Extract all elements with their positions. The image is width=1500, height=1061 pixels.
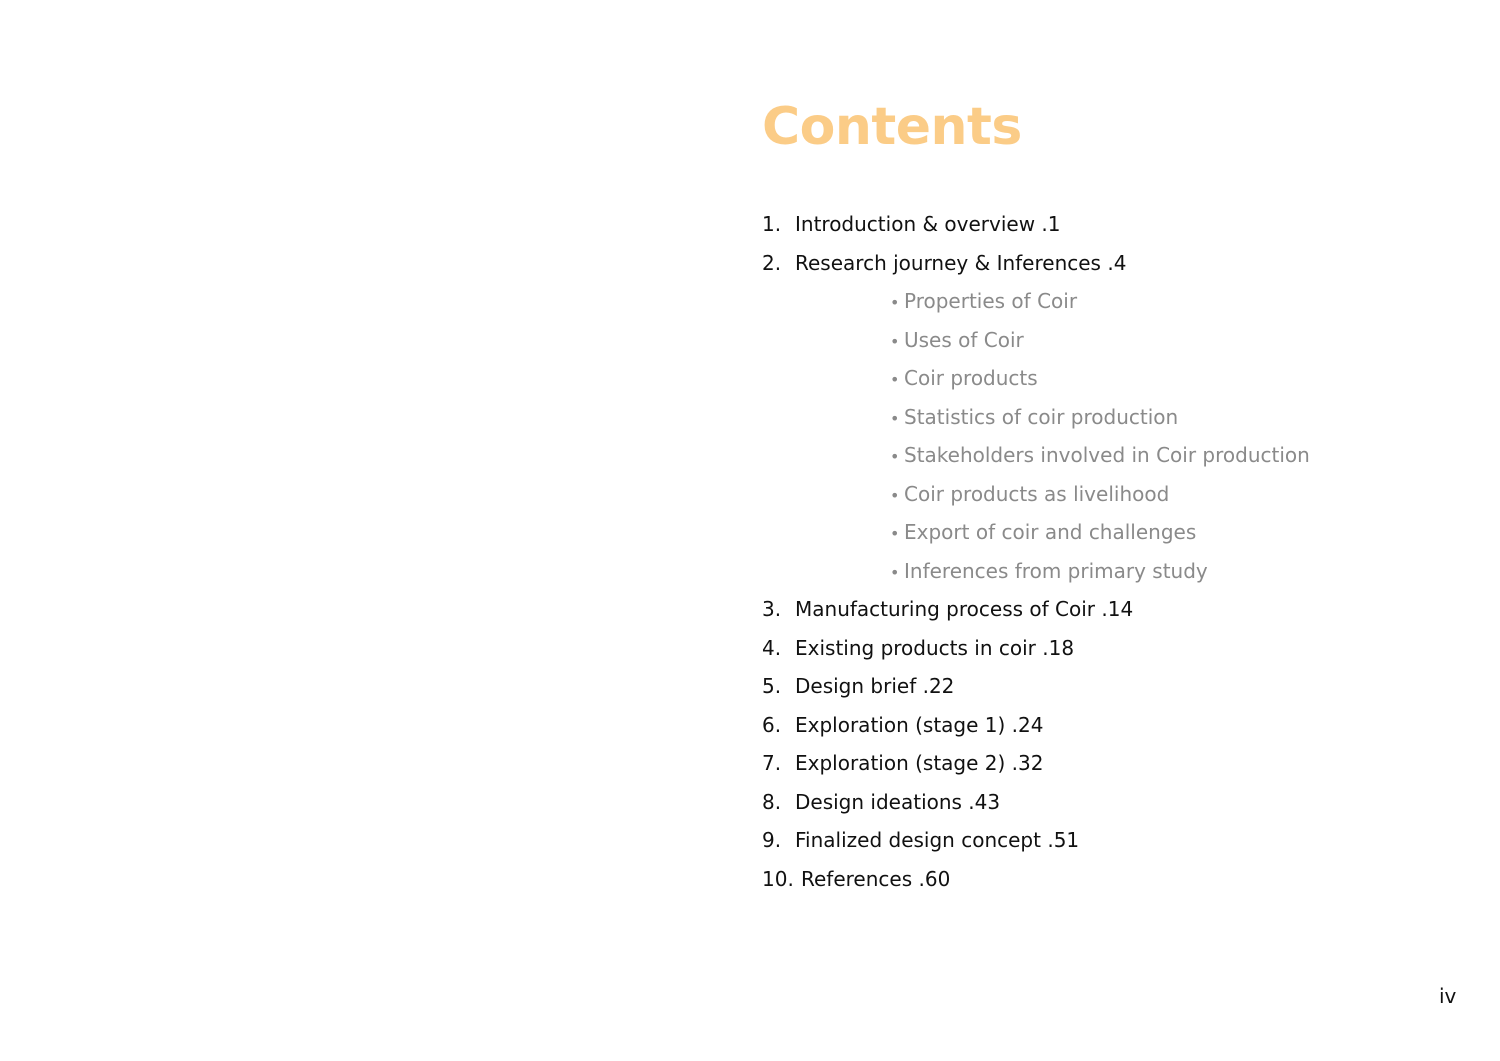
- toc-leader-dots: .: [1095, 597, 1108, 621]
- toc-entry-number: 6.: [762, 712, 782, 737]
- toc-subentry[interactable]: [762, 282, 1402, 321]
- toc-leader-dots: .: [961, 789, 975, 814]
- table-of-contents: [762, 205, 1402, 898]
- toc-subentry[interactable]: [762, 321, 1402, 360]
- toc-subentry-label: Export of coir and challenges: [904, 520, 1197, 544]
- toc-entry-page: 24: [1018, 712, 1044, 737]
- toc-entry-label: Exploration (stage 1): [795, 712, 1006, 737]
- toc-entry-page: 32: [1018, 751, 1044, 775]
- toc-subentry[interactable]: [762, 513, 1402, 552]
- bullet-icon: •: [890, 293, 900, 312]
- toc-leader-dots: .: [1035, 212, 1048, 236]
- toc-leader-dots: .: [1040, 828, 1054, 852]
- toc-entry-label: Design brief: [795, 674, 917, 698]
- toc-entry-exploration-stage-2[interactable]: [762, 744, 1402, 783]
- toc-leader-dots: .: [1100, 250, 1114, 275]
- toc-entry-page: 1: [1047, 212, 1061, 236]
- toc-subentry[interactable]: [762, 359, 1402, 398]
- toc-entry-number: 4.: [762, 635, 782, 660]
- toc-entry-page: 18: [1048, 635, 1075, 660]
- bullet-icon: •: [890, 562, 900, 582]
- toc-entry-page: 22: [928, 674, 955, 698]
- toc-entry-design-brief[interactable]: [762, 667, 1402, 706]
- toc-entry-label: Finalized design concept: [795, 828, 1041, 852]
- toc-subentry-label: Coir products as livelihood: [904, 481, 1170, 506]
- toc-entry-label: Research journey & Inferences: [795, 250, 1101, 275]
- bullet-icon: •: [890, 370, 900, 389]
- toc-subentry-label: Stakeholders involved in Coir production: [904, 443, 1310, 467]
- toc-entry-design-ideations[interactable]: [762, 783, 1402, 822]
- toc-entry-page: 14: [1107, 597, 1134, 621]
- toc-subentry[interactable]: [762, 475, 1402, 514]
- toc-entry-label: References: [801, 866, 913, 891]
- toc-subentry-label: Properties of Coir: [904, 289, 1078, 313]
- toc-entry-number: 7.: [762, 751, 782, 775]
- toc-leader-dots: .: [1005, 712, 1019, 737]
- toc-leader-dots: .: [916, 674, 929, 698]
- bullet-icon: •: [890, 447, 900, 466]
- toc-leader-dots: .: [1035, 635, 1049, 660]
- toc-subentry-label: Uses of Coir: [904, 327, 1024, 352]
- bullet-icon: •: [890, 331, 900, 351]
- toc-leader-dots: .: [912, 866, 925, 891]
- bullet-icon: •: [890, 485, 900, 505]
- toc-entry-page: 4: [1113, 250, 1127, 275]
- toc-entry-number: 2.: [762, 250, 782, 275]
- toc-subentry[interactable]: [762, 436, 1402, 475]
- toc-entry-label: Manufacturing process of Coir: [795, 597, 1096, 621]
- bullet-icon: •: [890, 408, 900, 428]
- toc-entry-number: 9.: [762, 828, 782, 852]
- bullet-icon: •: [890, 524, 900, 543]
- toc-entry-number: 5.: [762, 674, 782, 698]
- toc-subentry-label: Inferences from primary study: [904, 558, 1208, 583]
- toc-subentry[interactable]: [762, 398, 1402, 437]
- toc-subentry-label: Coir products: [904, 366, 1038, 390]
- toc-subentry[interactable]: [762, 552, 1402, 591]
- toc-leader-dots: .: [1005, 751, 1019, 775]
- toc-entry-manufacturing[interactable]: [762, 590, 1402, 629]
- toc-entry-existing-products[interactable]: [762, 629, 1402, 668]
- page-number: iv: [1439, 984, 1457, 1008]
- toc-entry-number: 8.: [762, 789, 782, 814]
- toc-entry-finalized-design[interactable]: [762, 821, 1402, 860]
- toc-entry-introduction[interactable]: [762, 205, 1402, 244]
- page-title: Contents: [762, 97, 1022, 157]
- toc-entry-number: 3.: [762, 597, 782, 621]
- toc-entry-label: Exploration (stage 2): [795, 751, 1006, 775]
- toc-entry-references[interactable]: [762, 860, 1402, 899]
- toc-entry-page: 60: [924, 866, 951, 891]
- toc-entry-exploration-stage-1[interactable]: [762, 706, 1402, 745]
- toc-entry-label: Existing products in coir: [795, 635, 1036, 660]
- toc-entry-number: 10.: [762, 866, 794, 891]
- toc-entry-number: 1.: [762, 212, 782, 236]
- toc-entry-research-journey[interactable]: [762, 244, 1402, 283]
- toc-entry-page: 51: [1053, 828, 1080, 852]
- toc-subentry-label: Statistics of coir production: [904, 404, 1179, 429]
- toc-entry-label: Introduction & overview: [795, 212, 1036, 236]
- toc-entry-label: Design ideations: [795, 789, 962, 814]
- toc-entry-page: 43: [974, 789, 1001, 814]
